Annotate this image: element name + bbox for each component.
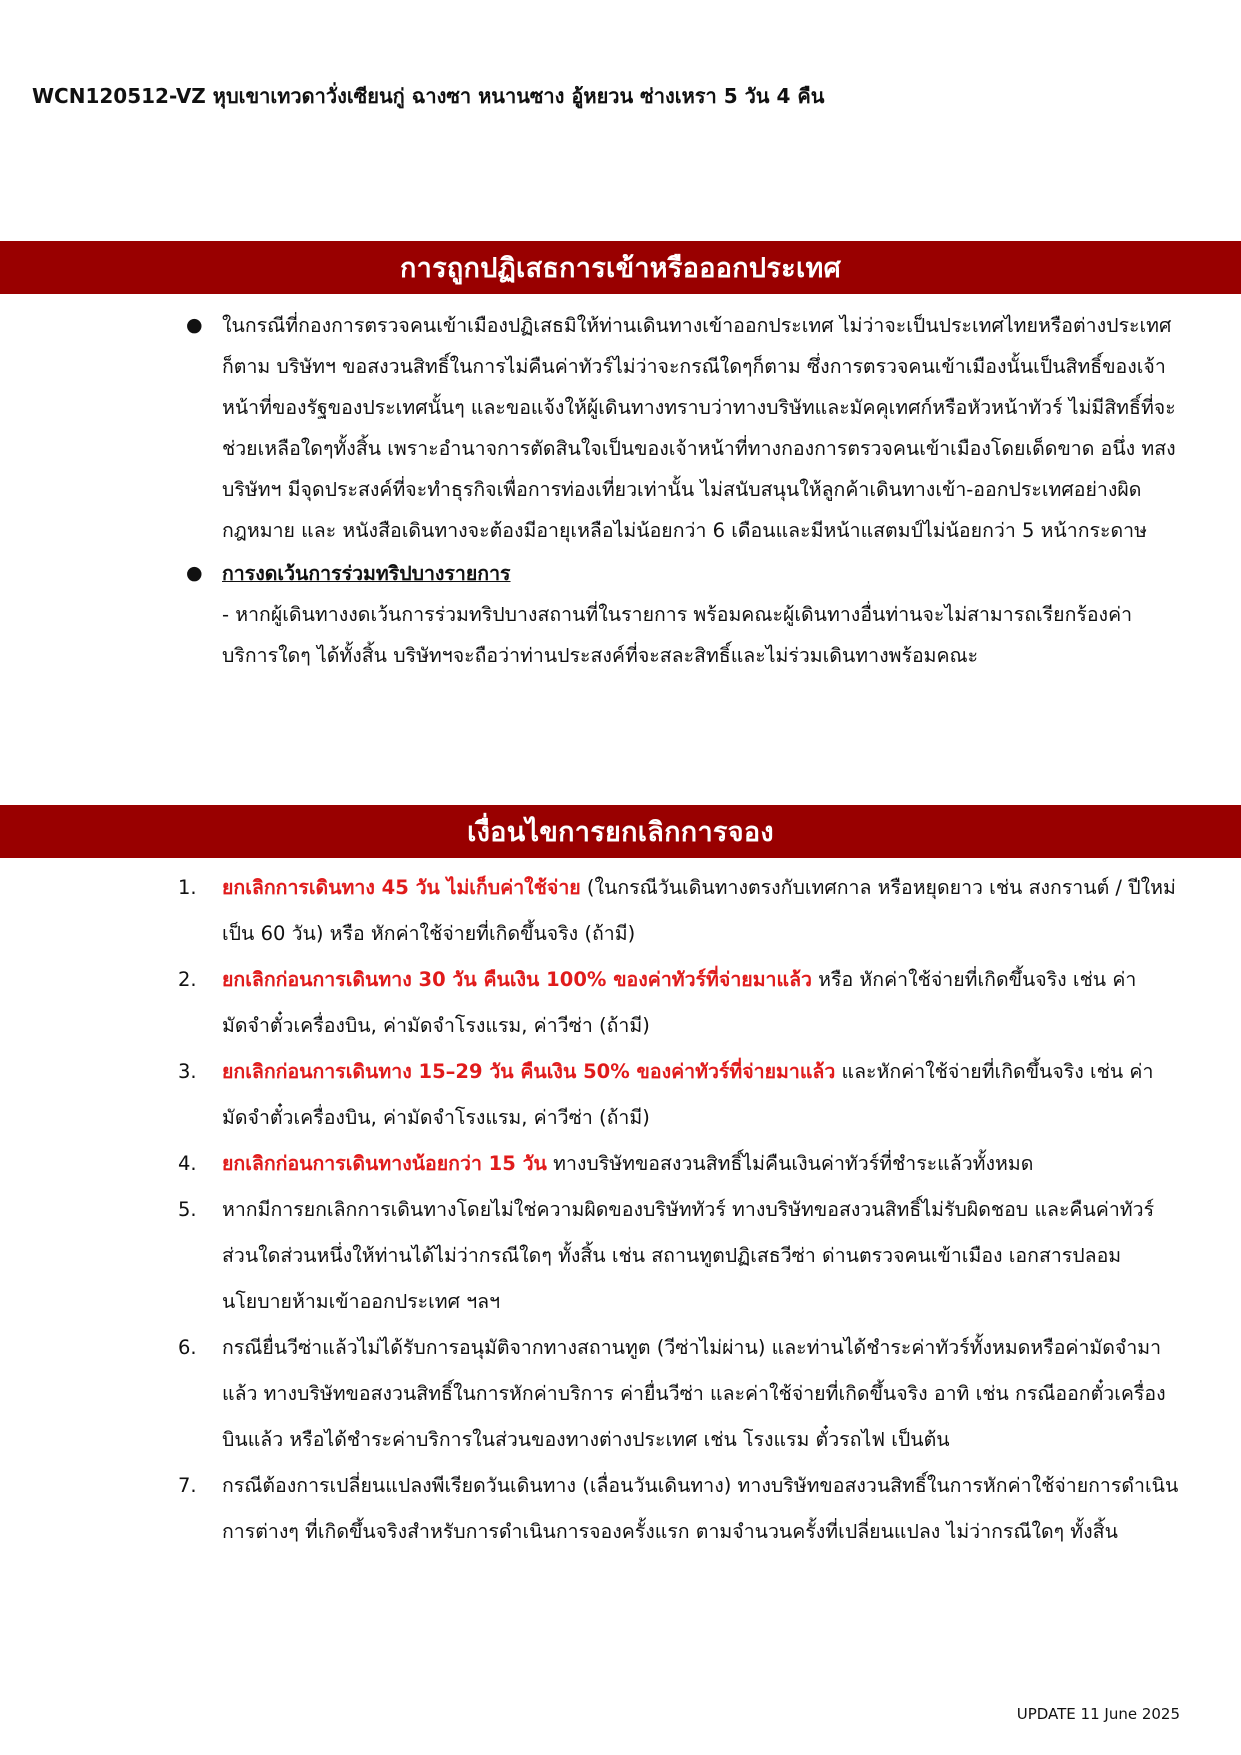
section-heading-entry-refusal: การถูกปฏิเสธการเข้าหรือออกประเทศ <box>0 241 1241 294</box>
cancel-highlight: ยกเลิกก่อนการเดินทางน้อยกว่า 15 วัน <box>222 1152 547 1175</box>
cancel-text: ทางบริษัทขอสงวนสิทธิ์ไม่คืนเงินค่าทัวร์ที่ชำระแล้วทั้งหมด <box>546 1152 1034 1175</box>
bullet-icon: ● <box>186 314 203 336</box>
section-heading-cancellation: เงื่อนไขการยกเลิกการจอง <box>0 805 1241 858</box>
cancel-highlight: ยกเลิกการเดินทาง 45 วัน ไม่เก็บค่าใช้จ่าย <box>222 876 581 899</box>
cancel-text: (ในกรณีวันเดินทางตรงกับเทศกาล หรือหยุดยาว เช่น สงกรานต์ / ปีใหม่ เป็น 60 วัน) หรือ หักค่าใช้จ่ายที่เกิดขึ้นจริง (ถ้ามี) <box>222 876 1176 945</box>
list-item <box>0 1049 1180 1141</box>
item-number: 2. <box>178 968 197 991</box>
cancel-text: และหักค่าใช้จ่ายที่เกิดขึ้นจริง เช่น ค่ามัดจำตั๋วเครื่องบิน, ค่ามัดจำโรงแรม, ค่าวีซ่า (ถ้ามี) <box>222 1060 1154 1129</box>
list-item <box>0 553 1180 676</box>
item-number: 6. <box>178 1336 197 1359</box>
cancel-highlight: ยกเลิกก่อนการเดินทาง 15–29 วัน คืนเงิน 50% ของค่าทัวร์ที่จ่ายมาแล้ว <box>222 1060 836 1083</box>
skip-trip-heading: การงดเว้นการร่วมทริปบางรายการ <box>222 562 511 585</box>
item-number: 4. <box>178 1152 197 1175</box>
list-item <box>0 1187 1180 1325</box>
bullet-icon: ● <box>186 562 203 584</box>
item-number: 1. <box>178 876 197 899</box>
list-item <box>0 1325 1180 1463</box>
list-item <box>0 1463 1180 1555</box>
cancel-highlight: ยกเลิกก่อนการเดินทาง 30 วัน คืนเงิน 100% ของค่าทัวร์ที่จ่ายมาแล้ว <box>222 968 812 991</box>
item-number: 5. <box>178 1198 197 1221</box>
list-item <box>0 1141 1180 1187</box>
item-number: 7. <box>178 1474 197 1497</box>
cancel-text: หากมีการยกเลิกการเดินทางโดยไม่ใช่ความผิดของบริษัททัวร์ ทางบริษัทขอสงวนสิทธิ์ไม่รับผิดชอบ และคืนค่าทัวร์ส่วนใดส่วนหนึ่งให้ท่านได้ไม่ว่ากรณีใดๆ ทั้งสิ้น เช่น สถานทูตปฏิเสธวีซ่า ด่านตรวจคนเข้าเมือง เอกสารปลอม นโยบายห้ามเข้าออกประเทศ ฯลฯ <box>222 1198 1155 1313</box>
list-item <box>0 305 1180 551</box>
cancel-text: กรณียื่นวีซ่าแล้วไม่ได้รับการอนุมัติจากทางสถานทูต (วีซ่าไม่ผ่าน) และท่านได้ชำระค่าทัวร์ทั้งหมดหรือค่ามัดจำมาแล้ว ทางบริษัทขอสงวนสิทธิ์ในการหักค่าบริการ ค่ายื่นวีซ่า และค่าใช้จ่ายที่เกิดขึ้นจริง อาทิ เช่น กรณีออกตั๋วเครื่องบินแล้ว หรือได้ชำระค่าบริการในส่วนของทางต่างประเทศ เช่น โรงแรม ตั๋วรถไฟ เป็นต้น <box>222 1336 1166 1451</box>
item-number: 3. <box>178 1060 197 1083</box>
list-item <box>0 865 1180 957</box>
cancel-text: หรือ หักค่าใช้จ่ายที่เกิดขึ้นจริง เช่น ค่ามัดจำตั๋วเครื่องบิน, ค่ามัดจำโรงแรม, ค่าวีซ่า (ถ้ามี) <box>222 968 1137 1037</box>
skip-trip-text: - หากผู้เดินทางงดเว้นการร่วมทริปบางสถานที่ในรายการ พร้อมคณะผู้เดินทางอื่นท่านจะไม่สามารถเรียกร้องค่าบริการใดๆ ได้ทั้งสิ้น บริษัทฯจะถือว่าท่านประสงค์ที่จะสละสิทธิ์และไม่ร่วมเดินทางพร้อมคณะ <box>222 603 1133 667</box>
update-date: UPDATE 11 June 2025 <box>1016 1705 1180 1723</box>
entry-refusal-list <box>0 305 1180 676</box>
entry-refusal-text: ในกรณีที่กองการตรวจคนเข้าเมืองปฏิเสธมิให้ท่านเดินทางเข้าออกประเทศ ไม่ว่าจะเป็นประเทศไทยหรือต่างประเทศก็ตาม บริษัทฯ ขอสงวนสิทธิ์ในการไม่คืนค่าทัวร์ไม่ว่าจะกรณีใดๆก็ตาม ซึ่งการตรวจคนเข้าเมืองนั้นเป็นสิทธิ์ของเจ้าหน้าที่ของรัฐของประเทศนั้นๆ และขอแจ้งให้ผู้เดินทางทราบว่าทางบริษัทและมัคคุเทศก์หรือหัวหน้าทัวร์ ไม่มีสิทธิ์ที่จะช่วยเหลือใดๆทั้งสิ้น เพราะอำนาจการตัดสินใจเป็นของเจ้าหน้าที่ทางกองการตรวจคนเข้าเมืองโดยเด็ดขาด อนึ่ง ทสงบริษัทฯ มีจุดประสงค์ที่จะทำธุรกิจเพื่อการท่องเที่ยวเท่านั้น ไม่สนับสนุนให้ลูกค้าเดินทางเข้า-ออกประเทศอย่างผิดกฎหมาย และ หนังสือเดินทางจะต้องมีอายุเหลือไม่น้อยกว่า 6 เดือนและมีหน้าแสตมป์ไม่น้อยกว่า 5 หน้ากระดาษ <box>222 314 1176 542</box>
cancel-text: กรณีต้องการเปลี่ยนแปลงพีเรียดวันเดินทาง (เลื่อนวันเดินทาง) ทางบริษัทขอสงวนสิทธิ์ในการหักค่าใช้จ่ายการดำเนินการต่างๆ ที่เกิดขึ้นจริงสำหรับการดำเนินการจองครั้งแรก ตามจำนวนครั้งที่เปลี่ยนแปลง ไม่ว่ากรณีใดๆ ทั้งสิ้น <box>222 1474 1179 1543</box>
cancellation-list <box>0 865 1180 1555</box>
list-item <box>0 957 1180 1049</box>
document-title: WCN120512-VZ หุบเขาเทวดาวั่งเซียนกู่ ฉางซา หนานซาง อู้หยวน ซ่างเหรา 5 วัน 4 คืน <box>32 84 825 108</box>
